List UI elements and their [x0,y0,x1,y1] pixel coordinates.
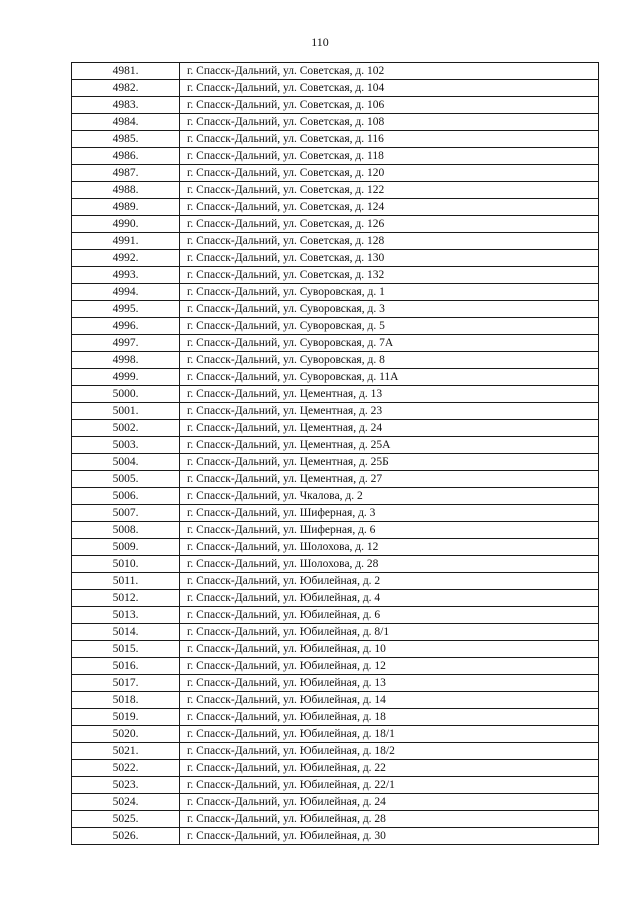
table-row [72,386,599,403]
row-address: г. Спасск-Дальний, ул. Советская, д. 128 [180,233,599,250]
row-number: 5018. [72,692,180,709]
row-number: 4985. [72,131,180,148]
row-address: г. Спасск-Дальний, ул. Юбилейная, д. 2 [180,573,599,590]
row-address: г. Спасск-Дальний, ул. Юбилейная, д. 22 [180,760,599,777]
table-row [72,182,599,199]
row-number: 4999. [72,369,180,386]
row-number: 4994. [72,284,180,301]
row-address: г. Спасск-Дальний, ул. Советская, д. 116 [180,131,599,148]
row-address: г. Спасск-Дальний, ул. Суворовская, д. 5 [180,318,599,335]
row-number: 4993. [72,267,180,284]
address-table [71,62,599,845]
row-number: 4987. [72,165,180,182]
table-row [72,760,599,777]
row-number: 4983. [72,97,180,114]
row-number: 5009. [72,539,180,556]
row-address: г. Спасск-Дальний, ул. Цементная, д. 25Б [180,454,599,471]
row-address: г. Спасск-Дальний, ул. Советская, д. 130 [180,250,599,267]
table-row [72,318,599,335]
table-row [72,658,599,675]
table-row [72,828,599,845]
row-address: г. Спасск-Дальний, ул. Юбилейная, д. 14 [180,692,599,709]
row-address: г. Спасск-Дальний, ул. Цементная, д. 25А [180,437,599,454]
table-row [72,709,599,726]
row-address: г. Спасск-Дальний, ул. Шолохова, д. 12 [180,539,599,556]
table-row [72,267,599,284]
row-address: г. Спасск-Дальний, ул. Юбилейная, д. 24 [180,794,599,811]
row-number: 4998. [72,352,180,369]
row-number: 4997. [72,335,180,352]
row-number: 4986. [72,148,180,165]
row-address: г. Спасск-Дальний, ул. Юбилейная, д. 4 [180,590,599,607]
table-row [72,233,599,250]
table-row [72,488,599,505]
table-row [72,114,599,131]
row-address: г. Спасск-Дальний, ул. Суворовская, д. 7А [180,335,599,352]
row-number: 4992. [72,250,180,267]
table-row [72,743,599,760]
row-number: 4981. [72,63,180,80]
page-number: 110 [311,35,329,49]
row-number: 5016. [72,658,180,675]
row-number: 5003. [72,437,180,454]
row-address: г. Спасск-Дальний, ул. Шолохова, д. 28 [180,556,599,573]
table-row [72,607,599,624]
row-address: г. Спасск-Дальний, ул. Юбилейная, д. 6 [180,607,599,624]
table-row [72,522,599,539]
row-address: г. Спасск-Дальний, ул. Суворовская, д. 11А [180,369,599,386]
table-row [72,726,599,743]
table-row [72,675,599,692]
table-row [72,369,599,386]
row-address: г. Спасск-Дальний, ул. Юбилейная, д. 18/2 [180,743,599,760]
row-address: г. Спасск-Дальний, ул. Советская, д. 102 [180,63,599,80]
table-row [72,97,599,114]
table-row [72,471,599,488]
row-number: 5020. [72,726,180,743]
row-address: г. Спасск-Дальний, ул. Советская, д. 122 [180,182,599,199]
row-address: г. Спасск-Дальний, ул. Юбилейная, д. 22/1 [180,777,599,794]
row-address: г. Спасск-Дальний, ул. Цементная, д. 13 [180,386,599,403]
row-number: 5026. [72,828,180,845]
row-number: 4988. [72,182,180,199]
table-row [72,216,599,233]
row-number: 5006. [72,488,180,505]
row-number: 5010. [72,556,180,573]
row-number: 5014. [72,624,180,641]
table-row [72,811,599,828]
table-row [72,131,599,148]
row-address: г. Спасск-Дальний, ул. Советская, д. 126 [180,216,599,233]
row-address: г. Спасск-Дальний, ул. Суворовская, д. 3 [180,301,599,318]
row-address: г. Спасск-Дальний, ул. Советская, д. 124 [180,199,599,216]
table-row [72,454,599,471]
row-number: 5002. [72,420,180,437]
table-row [72,573,599,590]
row-number: 5001. [72,403,180,420]
row-address: г. Спасск-Дальний, ул. Советская, д. 104 [180,80,599,97]
row-address: г. Спасск-Дальний, ул. Шиферная, д. 3 [180,505,599,522]
row-number: 5025. [72,811,180,828]
row-number: 5015. [72,641,180,658]
row-address: г. Спасск-Дальний, ул. Шиферная, д. 6 [180,522,599,539]
row-number: 4996. [72,318,180,335]
table-row [72,539,599,556]
row-address: г. Спасск-Дальний, ул. Юбилейная, д. 12 [180,658,599,675]
table-row [72,165,599,182]
row-address: г. Спасск-Дальний, ул. Советская, д. 120 [180,165,599,182]
row-number: 5021. [72,743,180,760]
row-number: 5023. [72,777,180,794]
table-row [72,556,599,573]
row-number: 5007. [72,505,180,522]
row-number: 5012. [72,590,180,607]
table-row [72,403,599,420]
table-row [72,199,599,216]
row-number: 5004. [72,454,180,471]
row-address: г. Спасск-Дальний, ул. Юбилейная, д. 18 [180,709,599,726]
row-address: г. Спасск-Дальний, ул. Юбилейная, д. 13 [180,675,599,692]
table-row [72,437,599,454]
row-number: 5024. [72,794,180,811]
row-address: г. Спасск-Дальний, ул. Цементная, д. 27 [180,471,599,488]
table-row [72,641,599,658]
row-number: 5005. [72,471,180,488]
row-address: г. Спасск-Дальний, ул. Юбилейная, д. 8/1 [180,624,599,641]
row-address: г. Спасск-Дальний, ул. Чкалова, д. 2 [180,488,599,505]
row-address: г. Спасск-Дальний, ул. Цементная, д. 24 [180,420,599,437]
row-address: г. Спасск-Дальний, ул. Суворовская, д. 1 [180,284,599,301]
table-row [72,335,599,352]
table-row [72,250,599,267]
row-address: г. Спасск-Дальний, ул. Суворовская, д. 8 [180,352,599,369]
table-row [72,794,599,811]
row-number: 4995. [72,301,180,318]
table-row [72,777,599,794]
table-body [72,63,599,845]
table-row [72,80,599,97]
row-number: 5000. [72,386,180,403]
row-number: 5011. [72,573,180,590]
table-row [72,420,599,437]
row-number: 5017. [72,675,180,692]
row-number: 4990. [72,216,180,233]
row-address: г. Спасск-Дальний, ул. Советская, д. 118 [180,148,599,165]
table-row [72,352,599,369]
row-number: 5019. [72,709,180,726]
table-row [72,505,599,522]
row-number: 4989. [72,199,180,216]
table-row [72,63,599,80]
table-row [72,284,599,301]
row-address: г. Спасск-Дальний, ул. Советская, д. 108 [180,114,599,131]
row-number: 5022. [72,760,180,777]
table-row [72,590,599,607]
row-address: г. Спасск-Дальний, ул. Цементная, д. 23 [180,403,599,420]
row-number: 4982. [72,80,180,97]
table-row [72,624,599,641]
row-number: 4984. [72,114,180,131]
row-address: г. Спасск-Дальний, ул. Юбилейная, д. 30 [180,828,599,845]
row-address: г. Спасск-Дальний, ул. Советская, д. 132 [180,267,599,284]
row-number: 5013. [72,607,180,624]
row-address: г. Спасск-Дальний, ул. Юбилейная, д. 28 [180,811,599,828]
row-number: 5008. [72,522,180,539]
table-row [72,148,599,165]
row-address: г. Спасск-Дальний, ул. Юбилейная, д. 18/1 [180,726,599,743]
row-number: 4991. [72,233,180,250]
row-address: г. Спасск-Дальний, ул. Советская, д. 106 [180,97,599,114]
table-row [72,301,599,318]
table-row [72,692,599,709]
row-address: г. Спасск-Дальний, ул. Юбилейная, д. 10 [180,641,599,658]
